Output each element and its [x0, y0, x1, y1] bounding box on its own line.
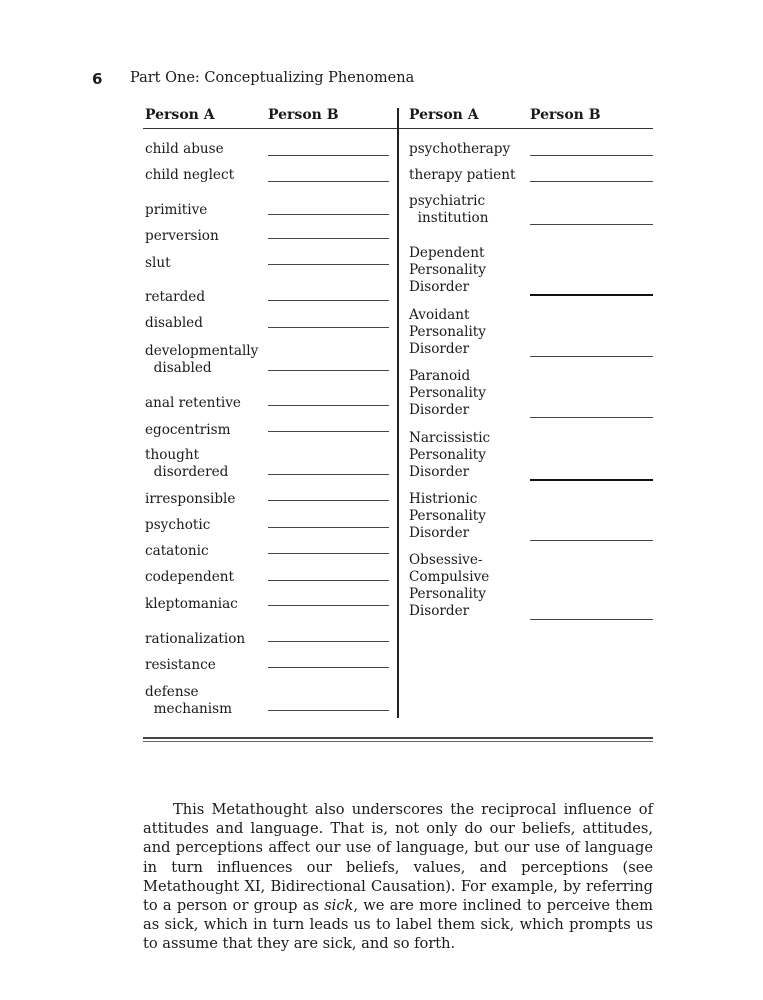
- left-answer-blank[interactable]: [268, 641, 389, 642]
- header-person-b-left: Person B: [268, 107, 339, 123]
- right-answer-blank[interactable]: [530, 294, 653, 296]
- right-term: therapy patient: [409, 167, 516, 183]
- left-term: child neglect: [145, 167, 235, 183]
- left-term: rationalization: [145, 631, 246, 647]
- left-term: codependent: [145, 569, 235, 585]
- left-answer-blank[interactable]: [268, 155, 389, 156]
- left-term: developmentally disabled: [145, 343, 259, 376]
- paragraph-text-end: , we are more inclined to perceive them as sick, which in turn leads us to label them sick, which prompts us to assume that they are sick, and so forth.: [143, 897, 653, 953]
- left-answer-blank[interactable]: [268, 553, 389, 554]
- left-term: catatonic: [145, 543, 209, 559]
- left-term: psychotic: [145, 517, 211, 533]
- left-answer-blank[interactable]: [268, 500, 389, 501]
- right-term: Dependent Personality Disorder: [409, 245, 486, 295]
- right-answer-blank[interactable]: [530, 224, 653, 225]
- right-term: psychiatric institution: [409, 193, 489, 226]
- left-answer-blank[interactable]: [268, 431, 389, 432]
- page-number: 6: [92, 70, 103, 88]
- left-term: anal retentive: [145, 395, 241, 411]
- right-term: psychotherapy: [409, 141, 511, 157]
- left-answer-blank[interactable]: [268, 710, 389, 711]
- left-term: irresponsible: [145, 491, 236, 507]
- left-answer-blank[interactable]: [268, 605, 389, 606]
- right-answer-blank[interactable]: [530, 479, 653, 481]
- header-person-b-right: Person B: [530, 107, 601, 123]
- left-term: primitive: [145, 202, 208, 218]
- left-term: slut: [145, 255, 171, 271]
- right-term: Narcissistic Personality Disorder: [409, 430, 491, 480]
- right-term: Obsessive- Compulsive Personality Disorder: [409, 552, 490, 619]
- left-answer-blank[interactable]: [268, 405, 389, 406]
- left-answer-blank[interactable]: [268, 370, 389, 371]
- left-answer-blank[interactable]: [268, 474, 389, 475]
- left-answer-blank[interactable]: [268, 580, 389, 581]
- running-head: Part One: Conceptualizing Phenomena: [130, 70, 415, 86]
- paragraph-text-start: This Metathought also underscores the reciprocal influence of attitudes and language. That is, not only do our beliefs, attitudes, and perceptions affect our use of language, but our use of language in turn influences our beliefs, values, and perceptions (see Metathought XI, Bidirectional Causation). For example, by referring to a person or group as: [143, 801, 653, 915]
- header-person-a-left: Person A: [145, 107, 215, 123]
- left-answer-blank[interactable]: [268, 264, 389, 265]
- right-answer-blank[interactable]: [530, 181, 653, 182]
- column-divider: [397, 108, 399, 718]
- left-term: thought disordered: [145, 447, 229, 480]
- right-answer-blank[interactable]: [530, 540, 653, 541]
- left-term: perversion: [145, 228, 219, 244]
- left-answer-blank[interactable]: [268, 300, 389, 301]
- left-term: egocentrism: [145, 422, 231, 438]
- left-answer-blank[interactable]: [268, 327, 389, 328]
- paragraph-emphasis: sick: [324, 897, 354, 915]
- right-term: Avoidant Personality Disorder: [409, 307, 486, 357]
- body-paragraph: [143, 800, 653, 954]
- right-term: Histrionic Personality Disorder: [409, 491, 486, 541]
- left-term: defense mechanism: [145, 684, 233, 717]
- table-bottom-rule-thin: [143, 741, 653, 742]
- right-answer-blank[interactable]: [530, 356, 653, 357]
- right-answer-blank[interactable]: [530, 155, 653, 156]
- left-term: child abuse: [145, 141, 224, 157]
- left-answer-blank[interactable]: [268, 181, 389, 182]
- right-term: Paranoid Personality Disorder: [409, 368, 486, 418]
- left-answer-blank[interactable]: [268, 214, 389, 215]
- table-bottom-rule: [143, 737, 653, 739]
- left-answer-blank[interactable]: [268, 238, 389, 239]
- right-answer-blank[interactable]: [530, 417, 653, 418]
- left-answer-blank[interactable]: [268, 527, 389, 528]
- left-term: resistance: [145, 657, 216, 673]
- right-answer-blank[interactable]: [530, 619, 653, 620]
- header-person-a-right: Person A: [409, 107, 479, 123]
- left-term: kleptomaniac: [145, 596, 238, 612]
- left-term: retarded: [145, 289, 206, 305]
- left-answer-blank[interactable]: [268, 667, 389, 668]
- left-term: disabled: [145, 315, 203, 331]
